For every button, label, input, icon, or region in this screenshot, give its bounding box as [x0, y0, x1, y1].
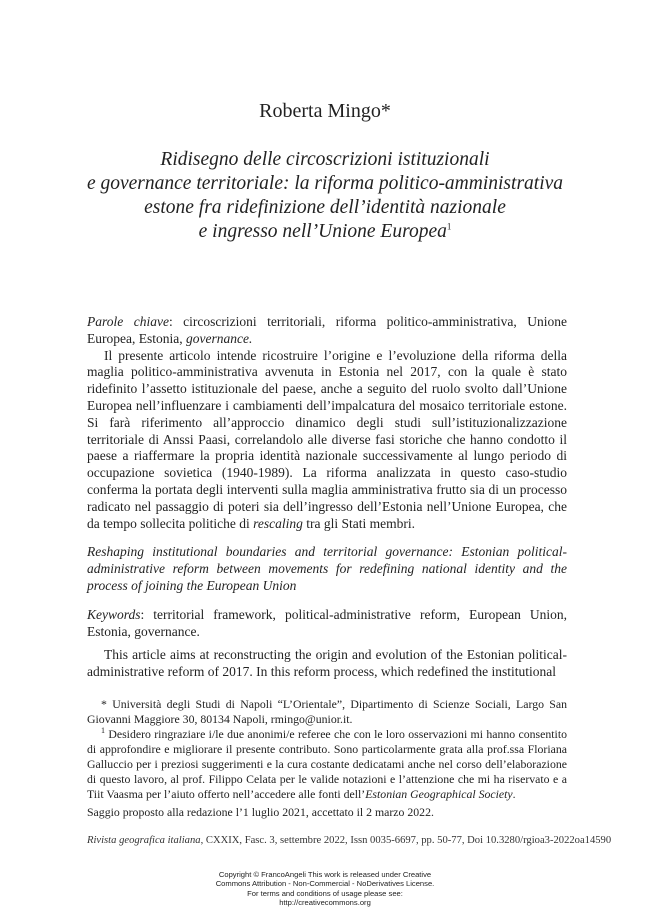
keywords-label: Parole chiave	[87, 314, 169, 329]
footnote-marker: 1	[446, 221, 452, 232]
keywords-label: Keywords	[87, 607, 141, 623]
italian-abstract-section	[87, 314, 567, 532]
license-link[interactable]: http://creativecommons.org	[279, 898, 371, 908]
acknowledgement-footnote: $^1$ Desidero ringraziare i/le due anonimi/e referee che con le loro osservazioni mi hanno consentito di approfondire e migliorare il presente contributo. Sono particolarmente grata alla prof.ssa Floriana Galluccio per i preziosi suggerimenti e la cura costante dedicatami anche nel corso dell’elaborazione di questo lavoro, al prof. Filippo Celata per le valide notazioni e l’attenzione che mi ha riservato e a Tiit Vaasma per l’aiuto offerto nell’accedere alle fonti dell’Estonian Geographical Society.	[87, 726, 567, 801]
title-line: e ingresso nell’Unione Europea$^1$	[198, 221, 452, 242]
english-title: Reshaping institutional boundaries and territorial governance: Estonian political-administrative reform between movements for redefining national identity and the process of joining the European Union	[87, 544, 567, 593]
license-line: For terms and conditions of usage please see:	[247, 888, 403, 898]
journal-citation: Rivista geografica italiana, CXXIX, Fasc. 3, settembre 2022, Issn 0035-6697, pp. 50-77, Doi 10.3280/rgioa3-2022oa14590	[87, 835, 612, 846]
submission-note: Saggio proposto alla redazione l’1 luglio 2021, accettato il 2 marzo 2022.	[87, 805, 434, 819]
title-line: e governance territoriale: la riforma politico-amministrativa	[86, 173, 564, 194]
footnotes	[87, 697, 567, 820]
title-line: Ridisegno delle circoscrizioni istituzionali	[160, 149, 490, 170]
license-line: Commons Attribution - Non-Commercial - NoDerivatives License.	[215, 879, 435, 889]
article-title	[60, 148, 590, 244]
title-line: estone fra ridefinizione dell’identità nazionale	[144, 197, 506, 218]
english-keywords: Keywords: territorial framework, political-administrative reform, European Union, Estonia, governance.	[87, 607, 567, 640]
italian-abstract: Il presente articolo intende ricostruire l’origine e l’evoluzione della riforma della maglia politico-amministrativa avvenuta in Estonia nel 2017, con la quale è stato ridefinito l’assetto istituzionale del paese, anche a seguito del ruolo svolto dall’Unione Europea nell’influenzare i cambiamenti dell’impalcatura del mosaico territoriale estone. Si farà riferimento all’approccio dinamico degli studi sull’istituzionalizzazione territoriale di Anssi Paasi, correlandolo alle diverse fasi storiche che hanno condotto il paese a riaffermare la propria identità nazionale successivamente al lungo periodo di occupazione sovietica (1940-1989). La riforma analizzata in questo caso-studio conferma la portata degli interventi sulla maglia amministrativa frutto sia di un processo radicato nel passaggio di poteri sia dell’ingresso dell’Estonia nell’Unione Europea, che da tempo sollecita politiche di rescaling tra gli Stati membri.	[87, 347, 567, 531]
english-abstract-section	[87, 544, 567, 681]
license-line: Copyright © FrancoAngeli This work is released under Creative	[218, 870, 432, 879]
italian-keywords: Parole chiave: circoscrizioni territoriali, riforma politico-amministrativa, Unione Europea, Estonia, governance.	[87, 314, 567, 346]
license-notice	[190, 870, 460, 908]
english-abstract: This article aims at reconstructing the origin and evolution of the Estonian political-administrative reform of 2017. In this reform process, which redefined the institutional	[87, 646, 567, 679]
affiliation-footnote: * Università degli Studi di Napoli “L’Orientale”, Dipartimento di Scienze Sociali, Largo San Giovanni Maggiore 30, 80134 Napoli, rmingo@unior.it.	[87, 697, 567, 726]
author-name: Roberta Mingo*	[259, 100, 391, 122]
